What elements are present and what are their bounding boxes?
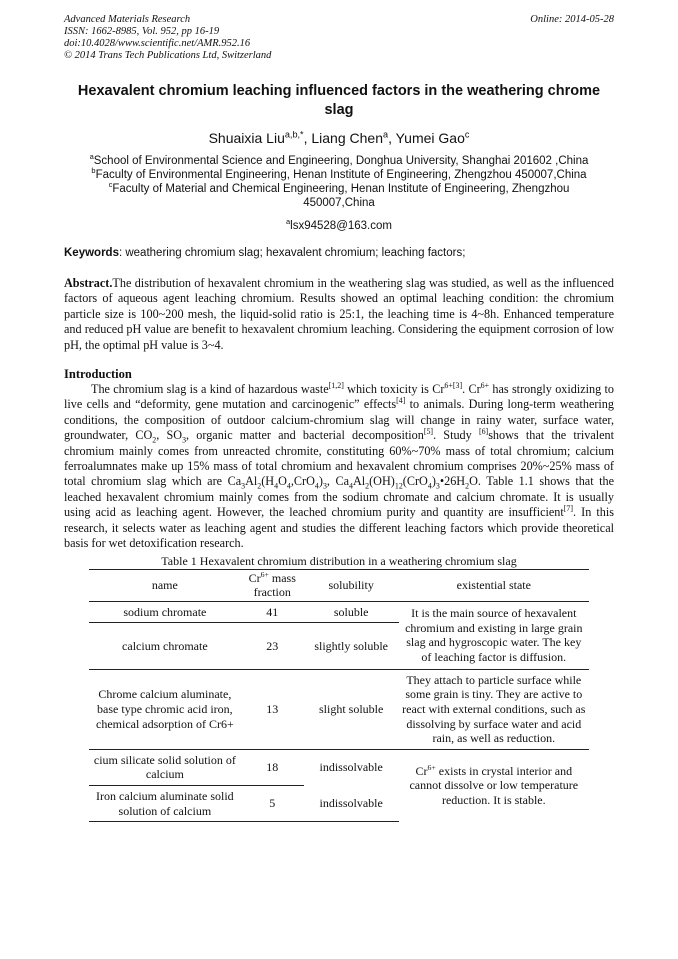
abstract-text: The distribution of hexavalent chromium in the weathering slag was studied, as well as the influenced factors of aqueous agent leaching chromium. Results showed an optimal leaching condition: the chromium particle size is 100~200 mesh, the liquid-solid ratio is 25:1, the leaching time is 4~8h. Enhanced temperature and reduced pH value are benefit to hexavalent chromium leaching. Considering the equipment corrosion of low pH, the optimal pH value is 3~4.	[64, 276, 614, 352]
citation: [4]	[396, 396, 406, 406]
table-cell: soluble	[333, 604, 369, 619]
table-cell: It is the main source of hexavalent chromium and existing in large grain slag and hygroscopic water. The key of leaching factor is diffusion.	[405, 606, 583, 664]
affiliation-text: Faculty of Environmental Engineering, Henan Institute of Engineering, Zhengzhou 450007,China	[95, 169, 587, 181]
abstract-label: Abstract.	[64, 276, 113, 290]
keywords	[64, 247, 614, 259]
author-affiliation-mark: a,b,*	[284, 129, 304, 140]
email-mark: a	[286, 217, 291, 227]
issn-line: ISSN: 1662-8985, Vol. 952, pp 16-19	[64, 26, 220, 37]
affiliation-mark: a	[89, 152, 94, 162]
citation: [5]	[423, 427, 434, 437]
table-row	[89, 669, 589, 749]
table-cell: indissolvable	[304, 749, 399, 785]
author-name: Shuaixia Liu	[208, 130, 285, 146]
table-cell: sodium chromate	[123, 604, 207, 619]
online-date: Online: 2014-05-28	[530, 14, 614, 25]
affiliations	[64, 154, 614, 210]
journal-header	[64, 14, 614, 62]
author-affiliation-mark: a	[383, 129, 389, 140]
column-header: name	[89, 569, 241, 601]
table-cell: 23	[241, 623, 304, 670]
table-cell: Chrome calcium aluminate, base type chromic acid iron, chemical adsorption of Cr6+	[89, 669, 241, 749]
citation: [6]	[478, 427, 489, 437]
introduction-paragraph: The chromium slag is a kind of hazardous waste[1,2] which toxicity is $Cr^{6+[3]}$. $Cr^{6+}$ has strongly oxidizing to live cells and “deformity, gene mutation and carcinogenic” effects[4] to animals. During long-term weathering conditions, the composition of outdoor calcium-chromium slag will change in rainy water, surface water, groundwater, $CO_2$, $SO_3$, organic matter and bacterial decomposition[5]. Study [6]shows that the trivalent chromium mainly comes from unreacted chromite, constituting 60%~70% mass of total chromium; calcium ferroalumnates make up 15% mass of total chromium and hexavalent chromium comprises 20%~25% mass of total chromium slag which are $Ca_3Al_2(H_4O_4,CrO_4)_3$, $Ca_4Al_2(OH)_{12}(CrO_4)_3•26H_2O$. Table 1.1 shows that the leached hexavalent chromium mainly comes from the sodium chromate and calcium chromate. It is usually using acid as leaching agent. However, the leached chromium purity and quantity are insufficient[7]. In this research, it selects water as leaching agent and studies the different leaching factors which provide theoretical basis for wet detoxification research.	[64, 380, 615, 551]
paper-title: Hexavalent chromium leaching influenced factors in the weathering chrome slag	[77, 83, 601, 118]
table-cell: They attach to particle surface while some grain is tiny. They are active to react with external conditions, such as dissolving by surface water and acid rain, as well as reduction.	[399, 669, 589, 749]
table-cell: calcium chromate	[89, 623, 241, 670]
column-header: $Cr^{6+}$ mass fraction	[241, 569, 304, 601]
author-affiliation-mark: c	[464, 129, 470, 140]
citation: 6+[3]	[444, 380, 463, 390]
table-cell: 5	[241, 786, 304, 822]
author-name: Yumei Gao	[395, 130, 465, 146]
keywords-text: : weathering chromium slag; hexavalent chromium; leaching factors;	[118, 247, 466, 259]
affiliation-mark: c	[108, 180, 113, 190]
introduction-heading: Introduction	[64, 367, 132, 382]
column-header: existential state	[399, 569, 589, 601]
doi-line: doi:10.4028/www.scientific.net/AMR.952.16	[64, 38, 251, 49]
table-cell: 41	[266, 604, 279, 619]
table-row	[89, 601, 589, 623]
affiliation-c	[64, 182, 614, 210]
author-name: Liang Chen	[311, 130, 383, 146]
table-cell: Iron calcium aluminate solid solution of calcium	[89, 786, 241, 822]
email-address[interactable]: lsx94528@163.com	[290, 220, 392, 232]
table-row	[89, 749, 589, 785]
author-list: Shuaixia Liu$^{a,b,*}$, Liang Chen$^a$, Yumei Gao$^c$	[208, 129, 470, 146]
affiliation-mark: b	[91, 166, 96, 176]
table-cell: $Cr^{6+}$ exists in crystal interior and cannot dissolve or low temperature reduction. It is stable.	[399, 749, 589, 821]
table-caption: Table 1 Hexavalent chromium distribution in a weathering chromium slag	[161, 553, 517, 568]
copyright-line: © 2014 Trans Tech Publications Ltd, Switzerland	[64, 50, 272, 61]
abstract	[64, 276, 614, 353]
table-cell: cium silicate solid solution of calcium	[89, 749, 241, 785]
affiliation-text: Faculty of Material and Chemical Engineering, Henan Institute of Engineering, Zhengzhou 450007,China	[112, 183, 570, 209]
citation: [7]	[563, 504, 574, 514]
column-header: solubility	[304, 569, 399, 601]
author-email	[64, 217, 614, 232]
affiliation-a	[64, 154, 614, 168]
affiliation-b	[64, 168, 614, 182]
citation: [1,2]	[328, 380, 344, 390]
affiliation-text: School of Environmental Science and Engineering, Donghua University, Shanghai 201602 ,China	[93, 155, 589, 167]
data-table	[89, 569, 589, 823]
table-cell: 13	[241, 669, 304, 749]
table-cell: indissolvable	[304, 786, 399, 822]
journal-name: Advanced Materials Research	[64, 14, 191, 25]
table-cell: slightly soluble	[304, 623, 399, 670]
keywords-label: Keywords	[64, 247, 119, 259]
table-cell: slight soluble	[304, 669, 399, 749]
table-cell: 18	[241, 749, 304, 785]
table-header-row	[89, 569, 589, 601]
